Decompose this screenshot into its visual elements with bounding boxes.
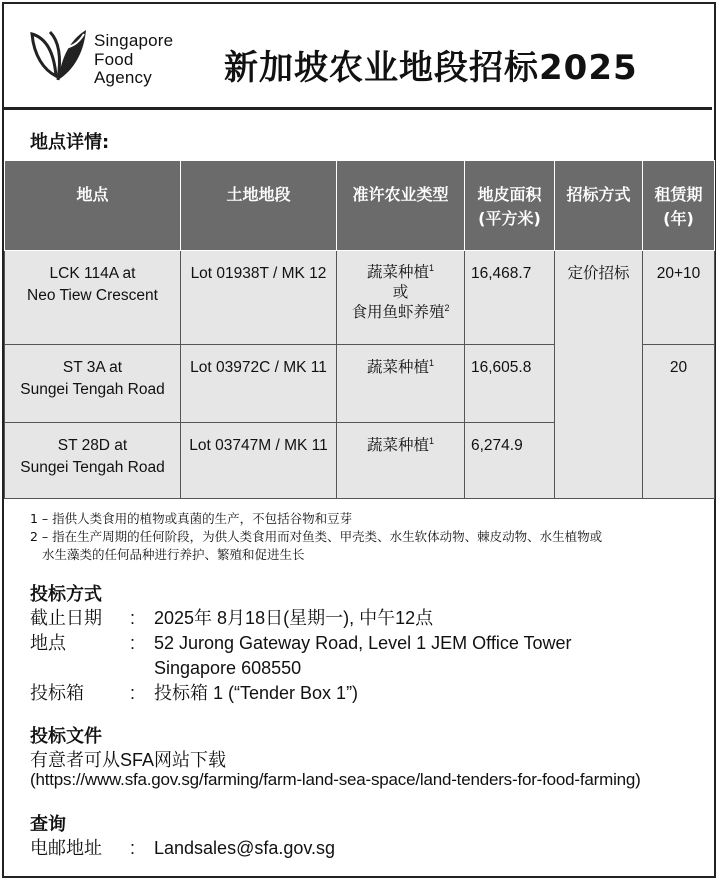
tender-box-value: 投标箱 1 (“Tender Box 1”) xyxy=(154,683,359,703)
col-header-lease: 租赁期 (年) xyxy=(643,161,715,251)
table-row xyxy=(5,251,715,345)
logo-line: Food xyxy=(94,49,134,69)
closing-date-label: 截止日期 xyxy=(30,608,102,629)
cell-location: LCK 114A at Neo Tiew Crescent xyxy=(5,251,181,345)
documents-text: 有意者可从SFA网站下载 xyxy=(30,750,227,770)
logo-wordmark xyxy=(94,32,173,88)
cell-lease: 20+10 xyxy=(643,251,715,345)
logo-line: Singapore xyxy=(94,31,174,50)
venue-postcode: Singapore 608550 xyxy=(154,658,302,678)
closing-date-value: 2025年 8月18日(星期一), 中午12点 xyxy=(154,608,434,628)
cell-farming-type: 蔬菜种植$^1$ xyxy=(337,423,465,499)
tender-box-label: 投标箱 xyxy=(30,683,84,704)
page-title: 新加坡农业地段招标2025 xyxy=(224,48,638,88)
section-label-location: 地点详情: xyxy=(30,132,110,153)
cell-lot: Lot 03972C / MK 11 xyxy=(181,345,337,423)
closing-date-row: 截止日期 : 2025年 8月18日(星期一), 中午12点 xyxy=(30,608,434,629)
sfa-leaf-logo-icon xyxy=(28,26,90,88)
col-header-area: 地皮面积 (平方米) xyxy=(465,161,555,251)
heading-documents: 投标文件 xyxy=(30,726,102,747)
table-header-row xyxy=(5,161,715,251)
footnotes xyxy=(30,510,602,564)
email-link[interactable]: Landsales@sfa.gov.sg xyxy=(154,838,336,858)
tender-box-row: 投标箱 : 投标箱 1 (“Tender Box 1”) xyxy=(30,683,359,704)
cell-farming-type: 蔬菜种植$^1$ xyxy=(337,345,465,423)
cell-tender-method: 定价招标 xyxy=(555,251,643,499)
heading-submission: 投标方式 xyxy=(30,584,102,605)
col-header-lot: 土地地段 xyxy=(181,161,337,251)
email-row: 电邮地址 : Landsales@sfa.gov.sg xyxy=(30,838,336,859)
header xyxy=(2,2,712,110)
email-label: 电邮地址 xyxy=(30,838,102,859)
cell-lot: Lot 01938T / MK 12 xyxy=(181,251,337,345)
heading-enquiry: 查询 xyxy=(30,814,66,835)
footnote: 1 – 指供人类食用的植物或真菌的生产，不包括谷物和豆芽 xyxy=(30,511,353,526)
cell-location: ST 28D at Sungei Tengah Road xyxy=(5,423,181,499)
tender-table xyxy=(4,160,715,499)
col-header-farming-type: 准许农业类型 xyxy=(337,161,465,251)
cell-area: 6,274.9 xyxy=(465,423,555,499)
cell-lot: Lot 03747M / MK 11 xyxy=(181,423,337,499)
documents-url[interactable]: (https://www.sfa.gov.sg/farming/farm-land-sea-space/land-tenders-for-food-farming) xyxy=(30,770,641,789)
col-header-location: 地点 xyxy=(5,161,181,251)
col-header-tender-method: 招标方式 xyxy=(555,161,643,251)
footnote-continuation: 水生藻类的任何品种进行养护、繁殖和促进生长 xyxy=(42,547,305,562)
logo-line: Agency xyxy=(94,68,152,87)
cell-area: 16,468.7 xyxy=(465,251,555,345)
footnote: 2 – 指在生产周期的任何阶段，为供人类食用而对鱼类、甲壳类、水生软体动物、棘皮动物、水生植物或 xyxy=(30,529,603,544)
venue-label: 地点 xyxy=(30,633,66,654)
cell-area: 16,605.8 xyxy=(465,345,555,423)
cell-lease: 20 xyxy=(643,345,715,499)
cell-farming-type: 蔬菜种植$^1$ 或 食用鱼虾养殖$^2$ xyxy=(337,251,465,345)
venue-row: 地点 : 52 Jurong Gateway Road, Level 1 JEM Office Tower xyxy=(30,633,572,654)
venue-value: 52 Jurong Gateway Road, Level 1 JEM Office Tower xyxy=(154,633,572,653)
cell-location: ST 3A at Sungei Tengah Road xyxy=(5,345,181,423)
